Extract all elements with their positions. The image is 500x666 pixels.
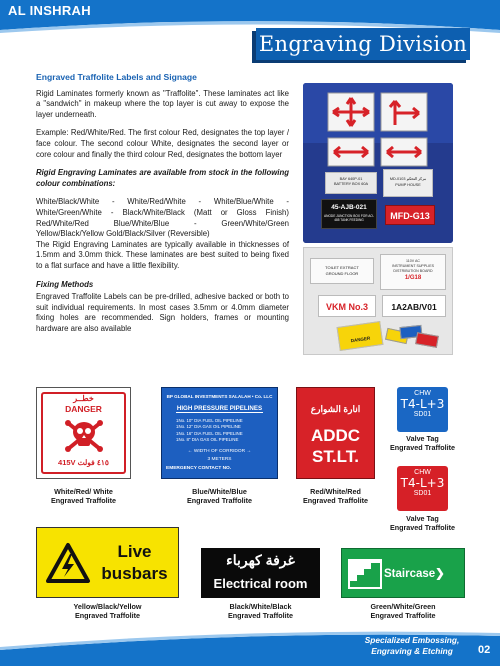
plate-text: MFD-G13 [390,211,430,221]
staircase-icon [348,559,382,589]
arrow-right-icon: → [246,449,252,454]
pipelines-company: BP GLOBAL INVESTMENTS SALALAH • Co. LLC [166,394,273,399]
sign-pipelines [161,387,278,479]
electrical-arabic: غرفة كهرباء [226,552,295,568]
plate-text: TOILET EXTRACT [325,265,359,270]
plate-text: PUMP HOUSE [395,183,421,187]
tag-bottom: SD01 [413,411,432,418]
corridor-row [162,449,277,454]
thickness-paragraph: The Rigid Engraving Laminates are typically available in thicknesses of 1.5mm and 3.0mm thick. These laminates are best suited to being fixed to a flat surface and have a little flexibility. [36,239,289,270]
tag-top: CHW [414,469,431,476]
plate-danger-small [337,321,384,351]
plate-text: 110V AC [406,259,420,263]
plate-battery-box [325,172,377,194]
sign-live-busbars [36,527,179,598]
plate-pump-house [383,169,433,197]
plate-vkm [318,295,376,317]
caption-addc: Red/White/Red Engraved Traffolite [302,487,369,505]
sign-electrical-room [201,548,320,598]
pipelines-title: HIGH PRESSURE PIPELINES [176,405,263,412]
tag-top: CHW [414,390,431,397]
plate-text: GROUND FLOOR [325,271,359,276]
pipeline-line: 1No. 12" DIA GAS OIL PIPELINE [176,424,241,430]
plate-text: ANODE JUNCTION BOX FOR AO-485 TANK FEEDING [324,214,374,222]
tag-bottom: SD01 [413,490,432,497]
footer-line2: Engraving & Etching [371,646,453,656]
danger-voltage: 415V ٤١٥ فولت [58,458,109,467]
caption-danger: White/Red/ White Engraved Traffolite [50,487,117,505]
example-paragraph: Example: Red/White/Red. The first colour Red, designates the top layer / face colour. The second colour White, designates the second layer or core colour and finally the third colour Red, designates the bottom layer [36,128,289,159]
electrical-label: Electrical room [213,576,308,591]
corridor-meters: 3 METERS [207,457,232,462]
sign-danger [36,387,131,479]
pipeline-line: 1No. 16" DIA FUEL OIL PIPELINE [176,430,243,436]
live-line1: Live [117,542,152,561]
caption-electrical: Black/White/Black Engraved Traffolite [227,602,294,620]
addc-line1: ADDC [310,426,361,445]
key-fobs [386,326,442,350]
text-column [36,72,289,334]
plate-mfd [385,205,435,225]
plate-text: 1/G18 [404,275,422,281]
division-title: Engraving Division [256,28,470,60]
danger-label: DANGER [65,404,102,414]
sign-staircase [341,548,465,598]
plate-text: 45-AJB-021 [331,204,367,211]
product-photo-plates [303,83,453,243]
chevron-right-icon: ❯ [435,568,445,580]
sign-addc [296,387,375,479]
caption-tag-blue: Valve Tag Engraved Traffolite [389,434,456,452]
caption-pipelines: Blue/White/Blue Engraved Traffolite [186,487,253,505]
staircase-text: Staircase [384,568,436,580]
page-number: 02 [478,644,491,656]
pipeline-line: 1No. 8" DIA GAS OIL PIPELINE [176,436,239,442]
arrow-left-icon: ← [187,449,193,454]
plate-junction-box [321,199,377,229]
live-line2: busbars [101,564,168,583]
staircase-label [384,566,460,580]
footer-tagline [352,635,472,657]
skull-crossbones-icon [62,415,106,455]
emergency-contact: EMERGENCY CONTACT NO. [166,466,232,471]
plate-text: 1A2AB/V01 [391,302,437,312]
electric-hazard-icon [45,542,91,584]
valve-tag-blue [397,387,448,432]
valve-tag-red [397,466,448,511]
plate-text: DANGER [350,335,371,344]
tag-main: T4-L+3 [400,476,445,490]
pipeline-line: 1No. 10" DIA FUEL OIL PIPELINE [176,418,243,423]
combinations-paragraph: White/Black/White - White/Red/White - White/Blue/White - White/Green/White - Black/White/Black (Matt or Gloss Finish) Red/White/Red Blue/White/Blue - Green/White/Green Yellow/Black/Yellow Gold/Black/Silver (Reversible) [36,197,289,239]
plate-text: INSTRUMENT SUPPLIES [391,264,435,268]
addc-arabic: انارة الشوارع [310,404,361,414]
caption-staircase: Green/White/Green Engraved Traffolite [370,602,436,620]
fixing-heading: Fixing Methods [36,279,94,289]
plate-text: BATTERY BOX 60A [334,182,368,186]
pipelines-list [176,418,271,443]
brand-name: AL INSHRAH [8,3,91,18]
stock-heading: Rigid Engraving Laminates are available from stock in the following colour combinations: [36,168,289,188]
plate-instrument-supplies [380,254,446,290]
plate-toilet-extract [310,258,374,284]
product-photo-labels [303,247,453,355]
section-title: Engraved Traffolite Labels and Signage [36,72,197,82]
addc-line2: ST.LT. [312,447,359,466]
footer-line1: Specialized Embossing, [364,635,460,645]
plate-text: VKM No.3 [325,302,368,312]
tag-main: T4-L+3 [400,397,445,411]
plate-text: DISTRIBUTION BOARD [393,269,433,273]
plate-1a2ab [382,295,446,317]
intro-paragraph: Rigid Laminates formerly known as "Traffolite". These laminates act like a "sandwich" in makeup where the top layer is cut away to expose the layer underneath. [36,88,289,119]
caption-tag-red: Valve Tag Engraved Traffolite [389,514,456,532]
plate-text: MD-0103 مركز التحكم [389,177,427,181]
caption-live: Yellow/Black/Yellow Engraved Traffolite [73,602,142,620]
danger-arabic: خطــر [73,394,94,403]
corridor-label: WIDTH OF CORRIDOR [193,449,246,454]
fixing-paragraph: Engraved Traffolite Labels can be pre-drilled, adhesive backed or both to suit individual requirements. In most cases 3.5mm or 4.0mm diameter fixing holes are recommended. Sign holders, frames or mounting hardware are also available [36,292,289,333]
plate-text: BAY 640P-01 [339,177,363,181]
